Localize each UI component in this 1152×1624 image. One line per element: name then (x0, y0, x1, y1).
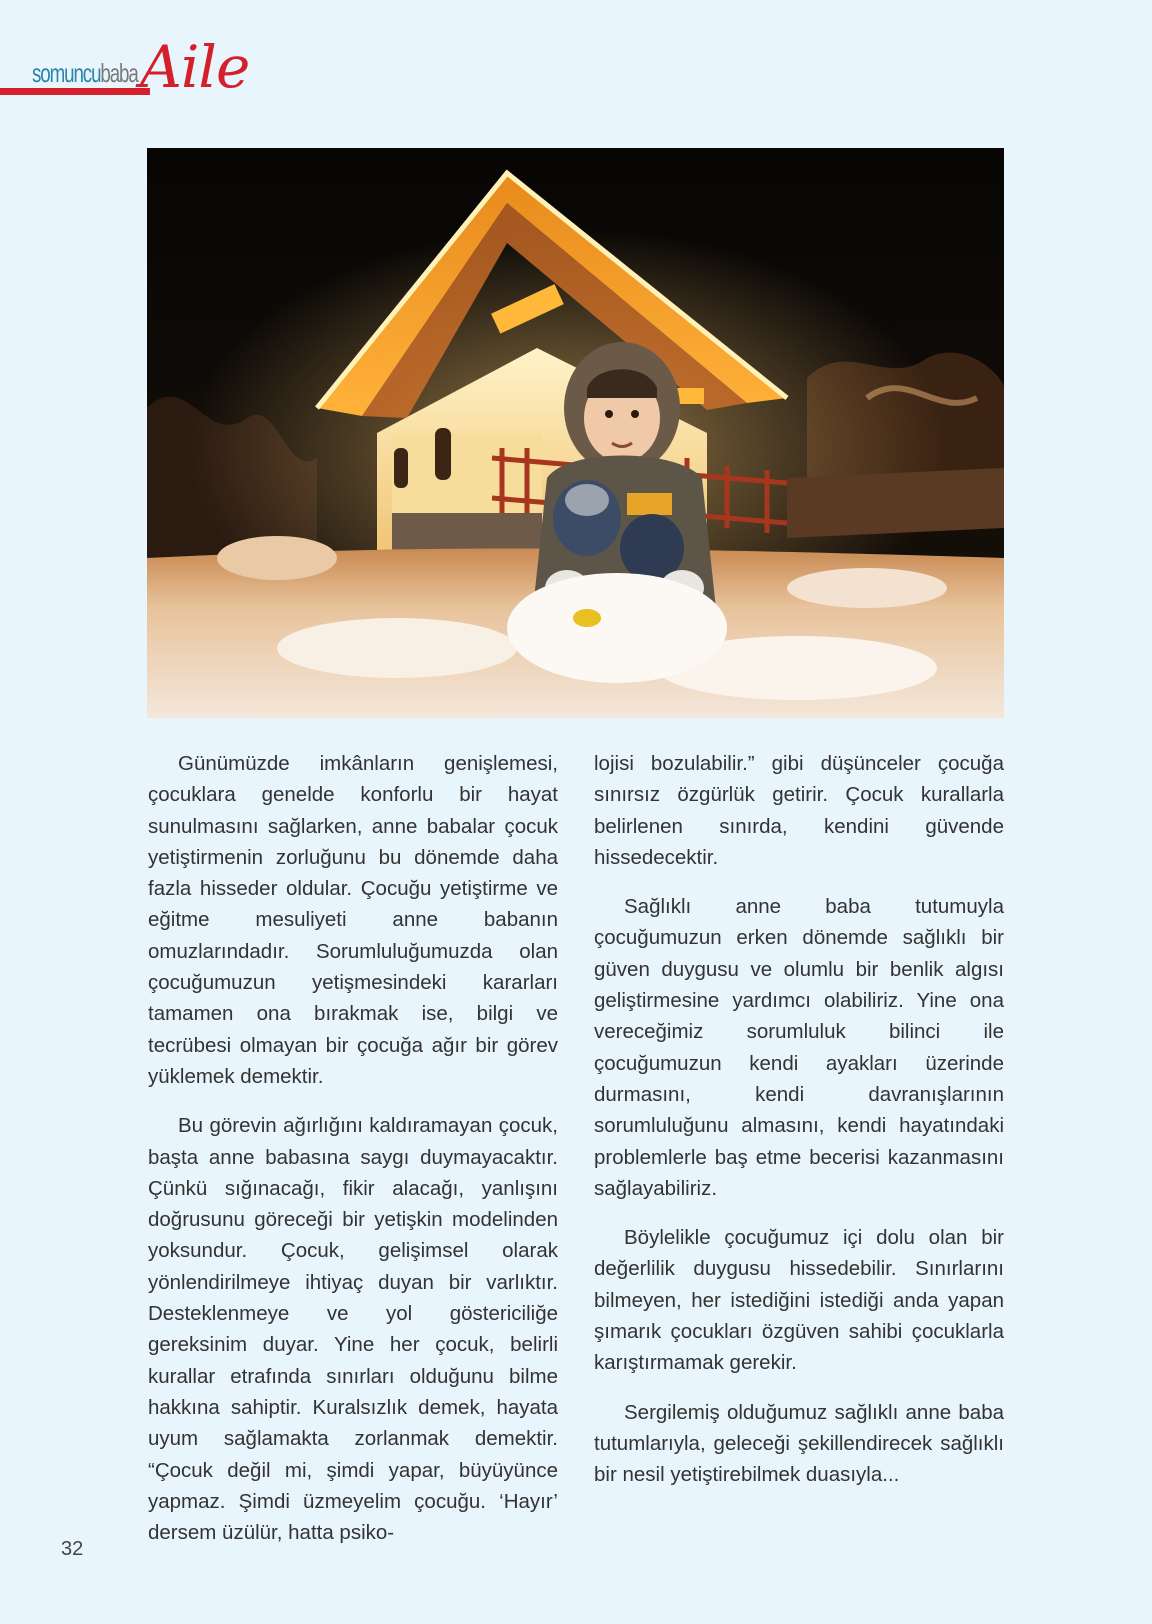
article-paragraph: Böylelikle çocuğumuz içi dolu olan bir değerlilik duygusu hissedebilir. Sınırlarını bilmeyen, her istediğini istediği anda yapan şımarık çocukları özgüven sahibi çocuklarla karıştırmamak gerekir. (594, 1226, 1004, 1375)
article-column-left (148, 748, 558, 1566)
masthead (0, 33, 260, 108)
brand-name-part2: baba (100, 58, 138, 88)
article-photo (147, 148, 1004, 718)
article-paragraph: Sergilemiş olduğumuz sağlıklı anne baba tutumlarıyla, geleceği şekillendirecek sağlıklı bir nesil yetiştirebilmek duasıyla... (594, 1400, 1004, 1487)
article-paragraph: Sağlıklı anne baba tutumuyla çocuğumuzun erken dönemde sağlıklı bir güven duygusu ve olumlu bir benlik algısı geliştirmesine yardımcı olabiliriz. Yine ona vereceğimiz sorumluluk bilinci ile çocuğumuzun kendi ayakları üzerinde durmasını, kendi davranışlarının sorumluluğunu almasını, kendi hayatındaki problemlerle baş etme becerisi kazanmasını sağlayabiliriz. (594, 895, 1004, 1200)
article-paragraph: Günümüzde imkânların genişlemesi, çocuklara genelde konforlu bir hayat sunulmasını sağlarken, anne babalar çocuk yetiştirmenin zorluğunu bu dönemde daha fazla hisseder oldular. Çocuğu yetiştirme ve eğitme mesuliyeti anne babanın omuzlarındadır. Sorumluluğumuzda olan çocuğumuzun yetişmesindeki kararları tamamen ona bırakmak ise, bilgi ve tecrübesi olmayan bir çocuğa ağır bir görev yüklemek demektir. (148, 752, 558, 1088)
brand-logo (32, 58, 138, 89)
masthead-red-line (0, 88, 150, 95)
section-title: Aile (140, 33, 250, 101)
article-paragraph: Bu görevin ağırlığını kaldıramayan çocuk, başta anne babasına saygı duymayacaktır. Çünkü sığınacağı, fikir alacağı, yanlışını doğrusunu göreceği bir yetişkin modelinden yoksundur. Çocuk, gelişimsel olarak yönlendirilmeye ihtiyaç duyan bir varlıktır. Desteklenmeye ve yol göstericiliğe gereksinim duyar. Yine her çocuk, belirli kurallar etrafında sınırları olduğunu bilme hakkına sahiptir. Kuralsızlık demek, hayata uyum sağlamakta zorlanmak demektir. “Çocuk değil mi, şimdi yapar, büyüyünce yapmaz. Şimdi üzmeyelim çocuğu. ‘Hayır’ dersem üzülür, hatta psiko- (148, 1114, 558, 1545)
article-column-right (594, 748, 1004, 1509)
article-paragraph-continuation: lojisi bozulabilir.” gibi düşünceler çocuğa sınırsız özgürlük getirir. Çocuk kurallarla belirlenen sınırda, kendini güvende hissedecektir. (594, 752, 1004, 869)
brand-name-part1: somuncu (32, 58, 101, 88)
page-number: 32 (61, 1538, 84, 1560)
